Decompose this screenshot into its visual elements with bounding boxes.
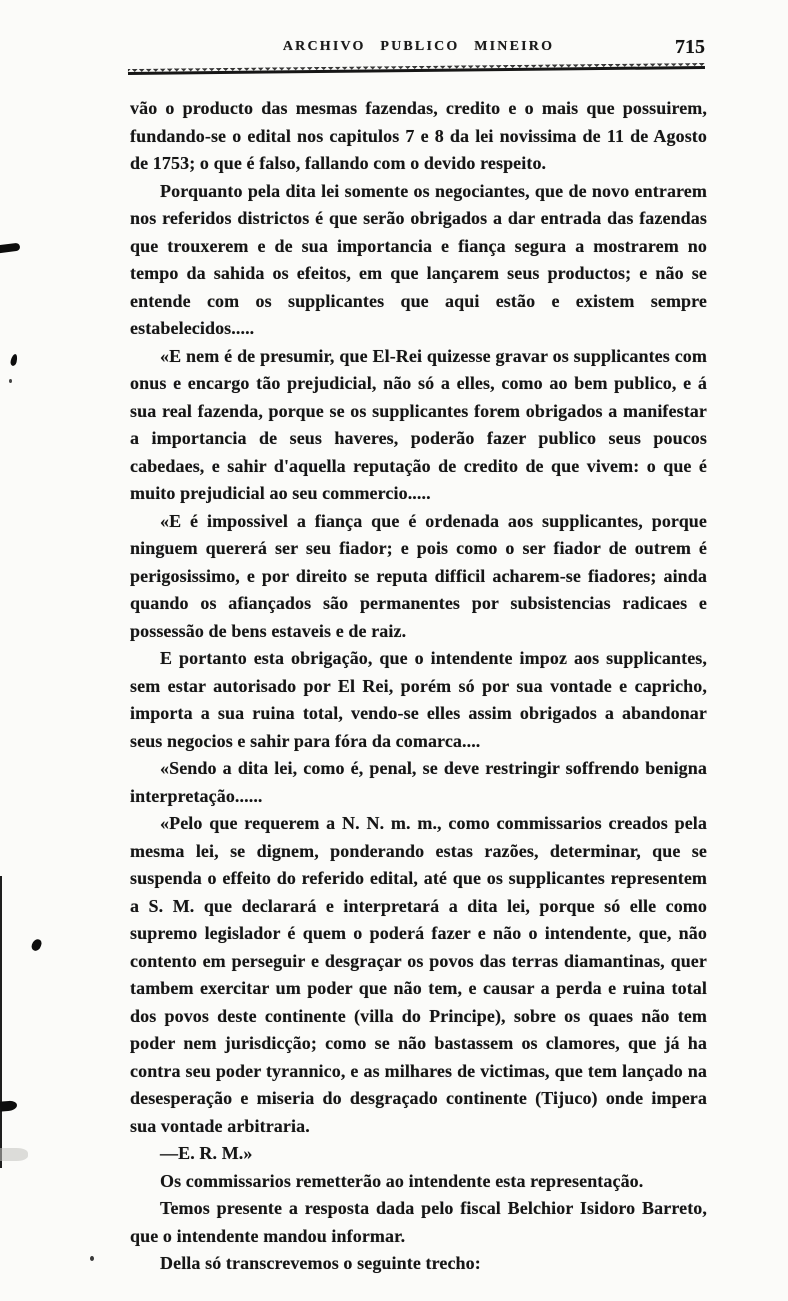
header-rule-zigzag <box>128 63 705 74</box>
paragraph: «E é impossivel a fiança que é ordenada aos supplicantes, porque ninguem quererá ser seu fiador; e pois como o ser fiador de outrem é perigosissimo, e por direito se reputa difficil acharem-se fiadores; ainda quando os afiançados são permanentes por subsistencias radicaes e possessão de bens estaveis e de raiz. <box>130 510 707 641</box>
scan-edge-blob <box>0 1100 17 1111</box>
paragraph: «Sendo a dita lei, como é, penal, se deve restringir soffrendo benigna interpretação...... <box>130 758 707 806</box>
paragraph: «Pelo que requerem a N. N. m. m., como commissarios creados pela mesma lei, se dignem, ponderando estas razões, determinar, que se suspenda o effeito do referido edital, até que os supplicantes representem a S. M. que declarará e interpretará a dita lei, porque só elle como supremo legislador é quem o poderá fazer e não o intendente, que, não contento em perseguir e desgraçar os povos das terras diamantinas, quer tambem exercitar um poder que não tem, e causar a perda e ruina total dos povos deste continente (villa do Principe), sobre os quaes não tem poder nem jurisdicção; como se não bastassem os clamores, que já ha contra seu poder tyrannico, e as milhares de victimas, que tem lançado na desesperação e miseria do desgraçado continente (Tijuco) onde impera sua vontade arbitraria. <box>130 813 707 1136</box>
ink-speck <box>30 938 42 952</box>
body-text <box>130 95 707 1278</box>
paragraph: vão o producto das mesmas fazendas, credito e o mais que possuirem, fundando-se o edital nos capitulos 7 e 8 da lei novissima de 11 de Agosto de 1753; o que é falso, fallando com o devido respeito. <box>130 98 707 173</box>
paragraph: Os commissarios remetterão ao intendente esta representação. <box>160 1170 644 1191</box>
page-title: ARCHIVO PUBLICO MINEIRO <box>282 39 555 54</box>
ink-smudge <box>10 353 19 366</box>
scan-edge-line <box>0 876 2 1168</box>
paragraph: Porquanto pela dita lei somente os negociantes, que de novo entrarem nos referidos districtos é que serão obrigados a dar entrada das fazendas que trouxerem e de sua importancia e fiança segura a mostrarem no tempo da sahida os efeitos, em que lançarem seus productos; e não se entende com os supplicantes que aqui estão e existem sempre estabelecidos..... <box>130 180 707 338</box>
ink-speck <box>90 1256 94 1261</box>
running-header <box>130 36 707 60</box>
ink-smudge <box>0 243 20 254</box>
ink-speck <box>9 379 12 383</box>
paragraph: E portanto esta obrigação, que o intendente impoz aos supplicantes, sem estar autorisado por El Rei, porém só por sua vontade e capricho, importa a sua ruina total, vendo-se elles assim obrigados a abandonar seus negocios e sahir para fóra da comarca.... <box>130 648 707 751</box>
paragraph: Della só transcrevemos o seguinte trecho: <box>160 1253 481 1273</box>
paragraph: «E nem é de presumir, que El-Rei quizesse gravar os supplicantes com onus e encargo tão prejudicial, não só a elles, como ao bem publico, e á sua real fazenda, porque se os supplicantes forem obrigados a manifestar a importancia de seus haveres, poderão fazer publico seus poucos cabedaes, e sahir d'aquella reputação de credito de que vivem: o que é muito prejudicial ao seu commercio..... <box>130 345 707 503</box>
signature-line: —E. R. M.» <box>160 1143 253 1163</box>
scan-edge-smudge <box>0 1148 28 1161</box>
paragraph: Temos presente a resposta dada pelo fiscal Belchior Isidoro Barreto, que o intendente mandou informar. <box>130 1198 707 1246</box>
header-rule <box>128 63 705 79</box>
page-number: 715 <box>675 36 705 58</box>
